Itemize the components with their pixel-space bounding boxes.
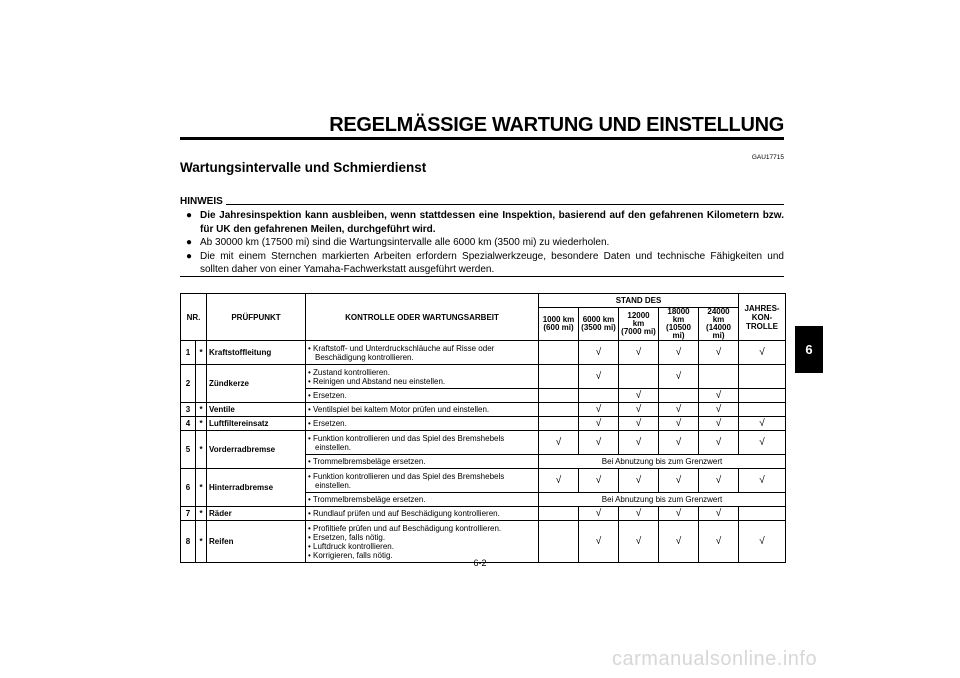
special-tool-marker: * [196,341,207,365]
check-cell [539,389,579,403]
check-cell: √ [659,521,699,563]
bullet-icon: ● [186,250,193,262]
header-interval: 24000 km (14000 mi) [699,308,739,341]
special-tool-marker: * [196,507,207,521]
check-cell: √ [539,431,579,455]
check-cell [539,417,579,431]
document-code: GAU17715 [751,154,784,161]
check-cell [739,365,786,389]
check-cell: √ [659,365,699,389]
check-item: Räder [207,507,306,521]
task-line: • Kraftstoff- und Unterdruckschläuche auf Risse oder Beschädigung kontrollieren. [308,343,495,362]
check-cell: √ [619,521,659,563]
special-tool-marker: * [196,469,207,507]
note-label: HINWEIS [180,196,226,207]
task-line: • Profiltiefe prüfen und auf Beschädigung kontrollieren. [308,523,502,533]
maintenance-task [306,507,539,521]
check-cell: √ [739,521,786,563]
page-header-title: REGELMÄSSIGE WARTUNG UND EINSTELLUNG [329,114,784,136]
chapter-tab: 6 [795,326,823,373]
check-cell: √ [619,469,659,493]
table-row [181,403,786,417]
note-rule-bottom [180,276,784,277]
check-cell: √ [699,521,739,563]
check-cell: √ [619,431,659,455]
replace-note: Bei Abnutzung bis zum Grenzwert [539,493,786,507]
row-number: 7 [181,507,196,521]
task-line: • Trommelbremsbeläge ersetzen. [308,495,426,504]
table-row [181,431,786,455]
row-number: 3 [181,403,196,417]
check-item: Kraftstoffleitung [207,341,306,365]
check-cell: √ [739,469,786,493]
check-cell: √ [579,507,619,521]
check-cell: √ [579,521,619,563]
note-rule-top [180,204,784,205]
check-cell: √ [619,341,659,365]
check-cell: √ [619,389,659,403]
table-row [181,417,786,431]
check-cell: √ [699,403,739,417]
task-line: • Funktion kontrollieren und das Spiel des Bremshebels einstellen. [308,471,505,490]
row-number: 1 [181,341,196,365]
maintenance-task [306,431,539,455]
check-cell: √ [659,403,699,417]
maintenance-task [306,521,539,563]
check-item: Vorderradbremse [207,431,306,469]
maintenance-task [306,455,539,469]
check-cell: √ [579,417,619,431]
check-item: Luftfiltereinsatz [207,417,306,431]
check-cell: √ [699,341,739,365]
check-cell: √ [539,469,579,493]
check-cell: √ [699,417,739,431]
task-line: • Trommelbremsbeläge ersetzen. [308,457,426,466]
special-tool-marker: * [196,417,207,431]
table-row [181,469,786,493]
task-line: • Zustand kontrollieren. [308,367,390,377]
task-line: • Ersetzen. [308,419,347,428]
task-line: • Luftdruck kontrollieren. [308,541,394,551]
header-interval: 18000 km (10500 mi) [659,308,699,341]
check-cell [539,507,579,521]
check-cell: √ [579,431,619,455]
replace-note: Bei Abnutzung bis zum Grenzwert [539,455,786,469]
row-number: 8 [181,521,196,563]
special-tool-marker: * [196,403,207,417]
check-cell: √ [579,365,619,389]
task-line: • Reinigen und Abstand neu einstellen. [308,376,446,386]
special-tool-marker: * [196,521,207,563]
page-number: 6-2 [473,558,487,568]
task-line: • Ventilspiel bei kaltem Motor prüfen und einstellen. [308,405,490,414]
header-row [181,294,786,308]
header-work: KONTROLLE ODER WARTUNGSARBEIT [306,294,539,341]
task-line: • Korrigieren, falls nötig. [308,550,393,560]
check-cell: √ [699,389,739,403]
task-line: • Rundlauf prüfen und auf Beschädigung kontrollieren. [308,509,500,518]
check-cell [539,365,579,389]
check-cell [739,403,786,417]
row-number: 6 [181,469,196,507]
bullet-icon: ● [186,237,193,249]
check-cell [739,389,786,403]
check-cell: √ [619,507,659,521]
header-interval: 6000 km (3500 mi) [579,308,619,341]
special-tool-marker [196,365,207,403]
check-cell [539,341,579,365]
check-cell: √ [579,469,619,493]
check-cell [539,403,579,417]
check-cell: √ [699,507,739,521]
maintenance-task [306,389,539,403]
check-item: Ventile [207,403,306,417]
watermark: carmanualsonline.info [612,648,818,670]
task-line: • Ersetzen, falls nötig. [308,532,386,542]
header-interval: 12000 km (7000 mi) [619,308,659,341]
bullet-icon: ● [186,210,193,221]
check-item: Hinterradbremse [207,469,306,507]
special-tool-marker: * [196,431,207,469]
check-cell: √ [739,417,786,431]
check-item: Reifen [207,521,306,563]
row-number: 2 [181,365,196,403]
check-cell [579,389,619,403]
header-rule [180,137,784,140]
check-cell: √ [739,431,786,455]
maintenance-task [306,469,539,493]
header-nr: NR. [181,294,207,341]
task-line: • Funktion kontrollieren und das Spiel des Bremshebels einstellen. [308,433,505,452]
note-item: ● Ab 30000 km (17500 mi) sind die Wartungsintervalle alle 6000 km (3500 mi) zu wiederholen. [186,237,610,249]
task-line: • Ersetzen. [308,391,347,400]
check-cell [619,365,659,389]
maintenance-task [306,365,539,389]
check-cell [659,389,699,403]
check-cell: √ [659,341,699,365]
check-cell: √ [739,341,786,365]
check-cell [539,521,579,563]
maintenance-task [306,417,539,431]
check-cell: √ [579,341,619,365]
note-item: ● Die mit einem Sternchen markierten Arbeiten erfordern Spezialwerkzeuge, besondere Daten und technische Fähigkeiten und sollten daher von einer Yamaha-Fachwerkstatt ausgeführt werden. [186,250,784,276]
maintenance-table [180,293,786,563]
section-title: Wartungsintervalle und Schmierdienst [180,160,427,175]
check-cell [699,365,739,389]
table-row [181,507,786,521]
check-cell: √ [699,469,739,493]
check-cell: √ [659,431,699,455]
header-interval: 1000 km (600 mi) [539,308,579,341]
maintenance-task [306,341,539,365]
check-cell: √ [659,469,699,493]
check-item: Zündkerze [207,365,306,403]
check-cell: √ [699,431,739,455]
check-cell: √ [619,403,659,417]
check-cell: √ [659,417,699,431]
row-number: 4 [181,417,196,431]
row-number: 5 [181,431,196,469]
table-row [181,521,786,563]
check-cell: √ [659,507,699,521]
header-odometer: STAND DES [539,294,739,308]
maintenance-task [306,493,539,507]
header-annual: JAHRES- KON- TROLLE [739,294,786,341]
check-cell: √ [579,403,619,417]
table-row [181,365,786,389]
check-cell [739,507,786,521]
note-item: ● Die Jahresinspektion kann ausbleiben, wenn stattdessen eine Inspektion, basierend auf den gefahrenen Kilometern bzw. für UK den gefahrenen Meilen, durchgeführt wird. [186,210,784,235]
header-item: PRÜFPUNKT [207,294,306,341]
maintenance-task [306,403,539,417]
note-list [186,209,784,277]
table-row [181,341,786,365]
check-cell: √ [619,417,659,431]
